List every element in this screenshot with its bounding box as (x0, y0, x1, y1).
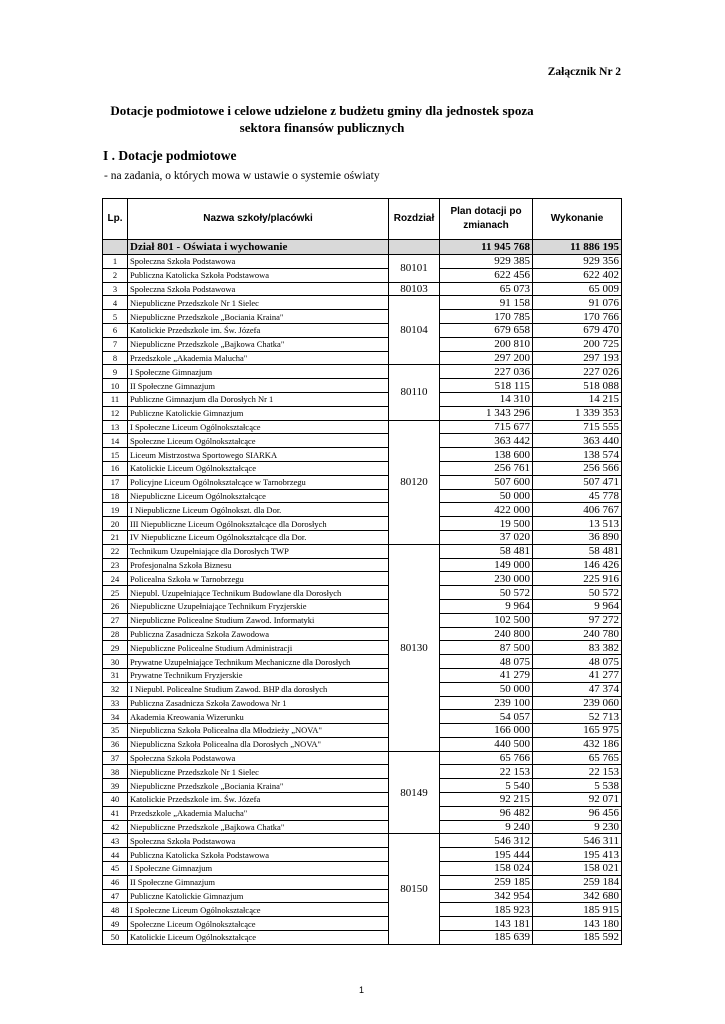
row-lp: 22 (103, 544, 128, 558)
row-name: Niepubliczne Przedszkole „Bociania Kraina" (128, 779, 389, 793)
row-wykonanie: 239 060 (533, 696, 622, 710)
row-name: Społeczne Liceum Ogólnokształcące (128, 434, 389, 448)
section-subtitle: - na zadania, o których mowa w ustawie o systemie oświaty (104, 170, 380, 182)
title-line-1: Dotacje podmiotowe i celowe udzielone z budżetu gminy dla jednostek spoza (110, 103, 534, 118)
row-name: Katolickie Przedszkole im. Św. Józefa (128, 323, 389, 337)
row-wykonanie: 297 193 (533, 351, 622, 365)
row-wykonanie: 41 277 (533, 668, 622, 682)
row-name: Prywatne Uzupełniające Technikum Mechaniczne dla Dorosłych (128, 655, 389, 669)
row-name: Społeczna Szkoła Podstawowa (128, 255, 389, 269)
row-plan: 679 658 (440, 323, 533, 337)
row-lp: 7 (103, 337, 128, 351)
row-wykonanie: 47 374 (533, 682, 622, 696)
row-wykonanie: 195 413 (533, 848, 622, 862)
row-plan: 41 279 (440, 668, 533, 682)
row-name: Katolickie Liceum Ogólnokształcące (128, 931, 389, 945)
row-name: Profesjonalna Szkoła Biznesu (128, 558, 389, 572)
row-plan: 256 761 (440, 461, 533, 475)
row-lp: 29 (103, 641, 128, 655)
table-row (103, 875, 622, 889)
row-name: Publiczne Gimnazjum dla Dorosłych Nr 1 (128, 392, 389, 406)
row-plan: 14 310 (440, 392, 533, 406)
row-plan: 65 766 (440, 751, 533, 765)
row-lp: 14 (103, 434, 128, 448)
attachment-label: Załącznik Nr 2 (547, 66, 621, 78)
row-plan: 37 020 (440, 530, 533, 544)
row-plan: 143 181 (440, 917, 533, 931)
table-row (103, 668, 622, 682)
subsidies-table (102, 198, 622, 945)
row-wykonanie: 546 311 (533, 834, 622, 848)
division-plan: 11 945 768 (440, 240, 533, 255)
row-lp: 2 (103, 268, 128, 282)
table-row (103, 889, 622, 903)
row-lp: 27 (103, 613, 128, 627)
table-row (103, 282, 622, 296)
table-row (103, 517, 622, 531)
division-wykonanie: 11 886 195 (533, 240, 622, 255)
row-name: Niepubliczne Policealne Studium Administracji (128, 641, 389, 655)
row-plan: 9 240 (440, 820, 533, 834)
row-wykonanie: 9 230 (533, 820, 622, 834)
table-row (103, 420, 622, 434)
table-row (103, 351, 622, 365)
table-row (103, 310, 622, 324)
table-row (103, 641, 622, 655)
table-row (103, 434, 622, 448)
row-lp: 34 (103, 710, 128, 724)
table-row (103, 903, 622, 917)
row-wykonanie: 48 075 (533, 655, 622, 669)
table-row (103, 379, 622, 393)
row-plan: 440 500 (440, 737, 533, 751)
row-wykonanie: 363 440 (533, 434, 622, 448)
row-plan: 50 572 (440, 586, 533, 600)
row-wykonanie: 432 186 (533, 737, 622, 751)
row-name: Niepubliczne Przedszkole Nr 1 Sielec (128, 765, 389, 779)
row-name: I Niepubliczne Liceum Ogólnokszt. dla Dor. (128, 503, 389, 517)
row-lp: 6 (103, 323, 128, 337)
row-name: Społeczna Szkoła Podstawowa (128, 282, 389, 296)
row-lp: 16 (103, 461, 128, 475)
row-plan: 19 500 (440, 517, 533, 531)
row-name: Katolickie Liceum Ogólnokształcące (128, 461, 389, 475)
row-wykonanie: 1 339 353 (533, 406, 622, 420)
row-name: Niepubliczne Przedszkole „Bociania Kraina" (128, 310, 389, 324)
row-wykonanie: 240 780 (533, 627, 622, 641)
row-wykonanie: 14 215 (533, 392, 622, 406)
row-wykonanie: 342 680 (533, 889, 622, 903)
row-wykonanie: 185 915 (533, 903, 622, 917)
row-wykonanie: 170 766 (533, 310, 622, 324)
row-plan: 200 810 (440, 337, 533, 351)
row-wykonanie: 259 184 (533, 875, 622, 889)
row-plan: 22 153 (440, 765, 533, 779)
header-wykonanie: Wykonanie (533, 199, 622, 240)
table-row (103, 255, 622, 269)
row-name: I Społeczne Liceum Ogólnokształcące (128, 903, 389, 917)
table-row (103, 627, 622, 641)
table-row (103, 406, 622, 420)
row-wykonanie: 92 071 (533, 793, 622, 807)
row-wykonanie: 9 964 (533, 599, 622, 613)
table-row (103, 489, 622, 503)
row-wykonanie: 83 382 (533, 641, 622, 655)
row-wykonanie: 91 076 (533, 296, 622, 310)
row-plan: 297 200 (440, 351, 533, 365)
row-plan: 48 075 (440, 655, 533, 669)
row-lp: 43 (103, 834, 128, 848)
row-plan: 239 100 (440, 696, 533, 710)
table-row (103, 337, 622, 351)
row-name: Akademia Kreowania Wizerunku (128, 710, 389, 724)
table-row (103, 530, 622, 544)
row-lp: 5 (103, 310, 128, 324)
row-wykonanie: 185 592 (533, 931, 622, 945)
row-lp: 37 (103, 751, 128, 765)
table-row (103, 834, 622, 848)
row-plan: 58 481 (440, 544, 533, 558)
table-header-row (103, 199, 622, 240)
row-lp: 24 (103, 572, 128, 586)
row-wykonanie: 225 916 (533, 572, 622, 586)
row-lp: 36 (103, 737, 128, 751)
division-code (389, 240, 440, 255)
row-rozdzial: 80101 (389, 255, 440, 283)
row-name: Policealna Szkoła w Tarnobrzegu (128, 572, 389, 586)
row-plan: 1 343 296 (440, 406, 533, 420)
table-row (103, 696, 622, 710)
row-lp: 26 (103, 599, 128, 613)
row-plan: 50 000 (440, 489, 533, 503)
table-row (103, 806, 622, 820)
table-row (103, 765, 622, 779)
row-rozdzial: 80110 (389, 365, 440, 420)
row-plan: 96 482 (440, 806, 533, 820)
row-wykonanie: 13 513 (533, 517, 622, 531)
row-wykonanie: 45 778 (533, 489, 622, 503)
row-plan: 50 000 (440, 682, 533, 696)
row-wykonanie: 52 713 (533, 710, 622, 724)
row-wykonanie: 715 555 (533, 420, 622, 434)
row-lp: 44 (103, 848, 128, 862)
section-heading: I . Dotacje podmiotowe (103, 148, 237, 163)
row-name: Społeczne Liceum Ogólnokształcące (128, 917, 389, 931)
row-plan: 170 785 (440, 310, 533, 324)
table-row (103, 558, 622, 572)
row-name: Niepubliczne Uzupełniające Technikum Fryzjerskie (128, 599, 389, 613)
row-lp: 49 (103, 917, 128, 931)
row-wykonanie: 227 026 (533, 365, 622, 379)
row-name: Publiczna Katolicka Szkoła Podstawowa (128, 848, 389, 862)
title-line-2: sektora finansów publicznych (239, 120, 405, 135)
row-plan: 507 600 (440, 475, 533, 489)
document-title (102, 102, 542, 136)
row-lp: 18 (103, 489, 128, 503)
header-plan: Plan dotacji po zmianach (440, 199, 533, 240)
row-wykonanie: 96 456 (533, 806, 622, 820)
row-wykonanie: 65 765 (533, 751, 622, 765)
row-lp: 25 (103, 586, 128, 600)
header-lp: Lp. (103, 199, 128, 240)
row-plan: 342 954 (440, 889, 533, 903)
row-plan: 102 500 (440, 613, 533, 627)
row-wykonanie: 929 356 (533, 255, 622, 269)
row-name: Niepubliczne Liceum Ogólnokształcące (128, 489, 389, 503)
row-name: Policyjne Liceum Ogólnokształcące w Tarnobrzegu (128, 475, 389, 489)
row-wykonanie: 256 566 (533, 461, 622, 475)
table-row (103, 682, 622, 696)
row-lp: 28 (103, 627, 128, 641)
row-lp: 13 (103, 420, 128, 434)
row-wykonanie: 679 470 (533, 323, 622, 337)
row-wykonanie: 97 272 (533, 613, 622, 627)
row-wykonanie: 406 767 (533, 503, 622, 517)
table-row (103, 862, 622, 876)
row-lp: 15 (103, 448, 128, 462)
row-lp: 1 (103, 255, 128, 269)
row-lp: 45 (103, 862, 128, 876)
row-lp: 23 (103, 558, 128, 572)
row-plan: 715 677 (440, 420, 533, 434)
row-rozdzial: 80150 (389, 834, 440, 944)
table-row (103, 655, 622, 669)
row-plan: 185 639 (440, 931, 533, 945)
table-row (103, 586, 622, 600)
table-row (103, 848, 622, 862)
row-lp: 39 (103, 779, 128, 793)
row-lp: 8 (103, 351, 128, 365)
row-name: Niepubliczne Policealne Studium Zawod. Informatyki (128, 613, 389, 627)
row-plan: 65 073 (440, 282, 533, 296)
row-plan: 518 115 (440, 379, 533, 393)
row-plan: 185 923 (440, 903, 533, 917)
row-name: Publiczna Zasadnicza Szkoła Zawodowa (128, 627, 389, 641)
row-wykonanie: 146 426 (533, 558, 622, 572)
row-name: III Niepubliczne Liceum Ogólnokształcące dla Dorosłych (128, 517, 389, 531)
table-row (103, 931, 622, 945)
row-name: II Społeczne Gimnazjum (128, 875, 389, 889)
row-lp: 50 (103, 931, 128, 945)
row-lp: 38 (103, 765, 128, 779)
row-wykonanie: 36 890 (533, 530, 622, 544)
row-lp: 42 (103, 820, 128, 834)
row-lp: 47 (103, 889, 128, 903)
row-rozdzial: 80103 (389, 282, 440, 296)
table-row (103, 724, 622, 738)
row-plan: 5 540 (440, 779, 533, 793)
row-lp: 12 (103, 406, 128, 420)
row-name: Publiczne Katolickie Gimnazjum (128, 406, 389, 420)
table-row (103, 544, 622, 558)
row-plan: 92 215 (440, 793, 533, 807)
row-wykonanie: 58 481 (533, 544, 622, 558)
row-rozdzial: 80130 (389, 544, 440, 751)
row-plan: 363 442 (440, 434, 533, 448)
table-row (103, 268, 622, 282)
row-lp: 30 (103, 655, 128, 669)
table-row (103, 917, 622, 931)
row-plan: 227 036 (440, 365, 533, 379)
row-plan: 230 000 (440, 572, 533, 586)
table-row (103, 365, 622, 379)
row-name: Liceum Mistrzostwa Sportowego SIARKA (128, 448, 389, 462)
row-plan: 195 444 (440, 848, 533, 862)
table-row (103, 475, 622, 489)
row-name: Publiczna Katolicka Szkoła Podstawowa (128, 268, 389, 282)
row-rozdzial: 80120 (389, 420, 440, 544)
row-lp: 17 (103, 475, 128, 489)
row-name: I Społeczne Liceum Ogólnokształcące (128, 420, 389, 434)
division-name: Dział 801 - Oświata i wychowanie (128, 240, 389, 255)
row-plan: 259 185 (440, 875, 533, 889)
row-name: I Społeczne Gimnazjum (128, 862, 389, 876)
row-lp: 3 (103, 282, 128, 296)
row-name: Społeczna Szkoła Podstawowa (128, 751, 389, 765)
table-row (103, 613, 622, 627)
row-name: Niepubliczne Przedszkole „Bajkowa Chatka" (128, 820, 389, 834)
row-lp: 19 (103, 503, 128, 517)
row-rozdzial: 80149 (389, 751, 440, 834)
row-lp: 35 (103, 724, 128, 738)
row-lp: 40 (103, 793, 128, 807)
table-row (103, 503, 622, 517)
division-row (103, 240, 622, 255)
row-name: Przedszkole „Akademia Malucha" (128, 806, 389, 820)
row-lp: 20 (103, 517, 128, 531)
row-name: Prywatne Technikum Fryzjerskie (128, 668, 389, 682)
table-row (103, 779, 622, 793)
table-row (103, 448, 622, 462)
header-rozdzial: Rozdział (389, 199, 440, 240)
row-name: Publiczne Katolickie Gimnazjum (128, 889, 389, 903)
row-wykonanie: 518 088 (533, 379, 622, 393)
row-name: Niepubliczna Szkoła Policealna dla Młodzieży „NOVA" (128, 724, 389, 738)
page-number: 1 (359, 985, 365, 995)
row-lp: 10 (103, 379, 128, 393)
table-row (103, 820, 622, 834)
row-wykonanie: 200 725 (533, 337, 622, 351)
row-name: Niepubl. Uzupełniające Technikum Budowlane dla Dorosłych (128, 586, 389, 600)
row-name: Technikum Uzupełniające dla Dorosłych TWP (128, 544, 389, 558)
row-lp: 11 (103, 392, 128, 406)
row-plan: 138 600 (440, 448, 533, 462)
row-wykonanie: 50 572 (533, 586, 622, 600)
row-lp: 41 (103, 806, 128, 820)
table-row (103, 737, 622, 751)
row-name: Przedszkole „Akademia Malucha" (128, 351, 389, 365)
row-plan: 54 057 (440, 710, 533, 724)
table-row (103, 710, 622, 724)
row-lp: 46 (103, 875, 128, 889)
row-plan: 87 500 (440, 641, 533, 655)
table-row (103, 296, 622, 310)
row-plan: 622 456 (440, 268, 533, 282)
row-wykonanie: 65 009 (533, 282, 622, 296)
row-lp: 31 (103, 668, 128, 682)
row-plan: 166 000 (440, 724, 533, 738)
table-row (103, 323, 622, 337)
row-lp: 32 (103, 682, 128, 696)
row-lp: 9 (103, 365, 128, 379)
row-wykonanie: 138 574 (533, 448, 622, 462)
row-name: IV Niepubliczne Liceum Ogólnokształcące dla Dor. (128, 530, 389, 544)
row-plan: 546 312 (440, 834, 533, 848)
row-lp: 33 (103, 696, 128, 710)
row-plan: 91 158 (440, 296, 533, 310)
table-row (103, 751, 622, 765)
row-name: Niepubliczna Szkoła Policealna dla Dorosłych „NOVA" (128, 737, 389, 751)
header-name: Nazwa szkoły/placówki (128, 199, 389, 240)
row-wykonanie: 22 153 (533, 765, 622, 779)
table-row (103, 392, 622, 406)
row-name: Katolickie Przedszkole im. Św. Józefa (128, 793, 389, 807)
row-wykonanie: 622 402 (533, 268, 622, 282)
table-row (103, 599, 622, 613)
row-lp: 4 (103, 296, 128, 310)
row-plan: 422 000 (440, 503, 533, 517)
row-plan: 9 964 (440, 599, 533, 613)
row-lp: 48 (103, 903, 128, 917)
row-wykonanie: 165 975 (533, 724, 622, 738)
row-name: I Niepubl. Policealne Studium Zawod. BHP dla dorosłych (128, 682, 389, 696)
row-name: I Społeczne Gimnazjum (128, 365, 389, 379)
row-wykonanie: 507 471 (533, 475, 622, 489)
row-wykonanie: 158 021 (533, 862, 622, 876)
row-rozdzial: 80104 (389, 296, 440, 365)
division-lp (103, 240, 128, 255)
table-row (103, 461, 622, 475)
table-row (103, 572, 622, 586)
row-name: Społeczna Szkoła Podstawowa (128, 834, 389, 848)
row-name: II Społeczne Gimnazjum (128, 379, 389, 393)
row-name: Niepubliczne Przedszkole Nr 1 Sielec (128, 296, 389, 310)
row-plan: 158 024 (440, 862, 533, 876)
row-wykonanie: 5 538 (533, 779, 622, 793)
row-name: Niepubliczne Przedszkole „Bajkowa Chatka" (128, 337, 389, 351)
row-name: Publiczna Zasadnicza Szkoła Zawodowa Nr 1 (128, 696, 389, 710)
table-row (103, 793, 622, 807)
row-plan: 240 800 (440, 627, 533, 641)
row-wykonanie: 143 180 (533, 917, 622, 931)
row-lp: 21 (103, 530, 128, 544)
row-plan: 929 385 (440, 255, 533, 269)
row-plan: 149 000 (440, 558, 533, 572)
